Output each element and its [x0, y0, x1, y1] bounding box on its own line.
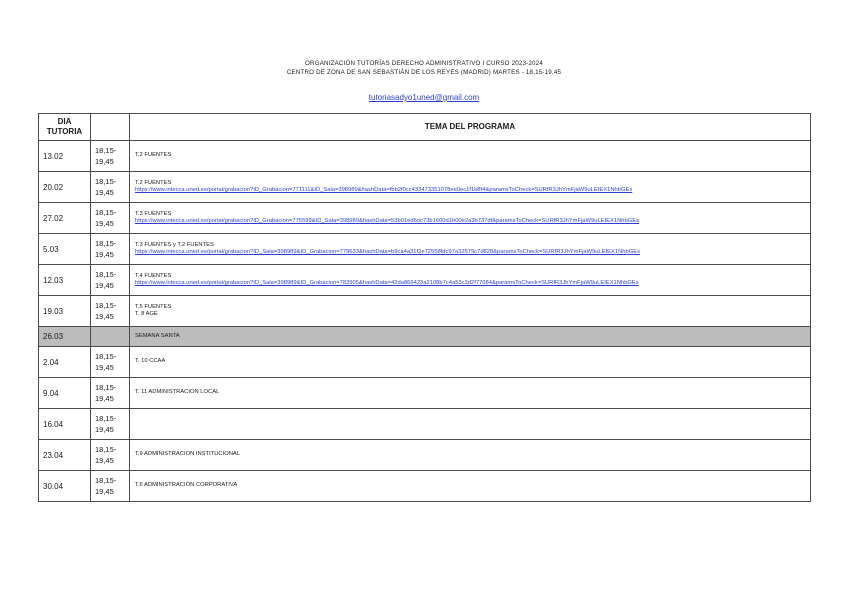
- row-day: 9.04: [39, 378, 91, 409]
- document-subtitle: CENTRO DE ZONA DE SAN SEBASTIÁN DE LOS REYES (MADRID) MARTES - 18,15-19,45: [286, 69, 562, 76]
- contact-email-link[interactable]: tutoriasadyo1uned@gmail.com: [368, 93, 480, 102]
- header-day: DIA TUTORIA: [39, 114, 91, 141]
- row-day: 5.03: [39, 234, 91, 265]
- row-day: 19.03: [39, 296, 91, 327]
- row-topic: SEMANA SANTA: [130, 327, 811, 347]
- row-day: 27.02: [39, 203, 91, 234]
- table-row: [39, 378, 811, 409]
- row-time: 18,15- 19,45: [91, 234, 130, 265]
- table-row: [39, 471, 811, 502]
- row-time: 18,15- 19,45: [91, 265, 130, 296]
- row-time: 18,15- 19,45: [91, 172, 130, 203]
- row-topic: T.4 FUENTES https://www.intecca.uned.es/portal/grabacion?ID_Sala=398989&ID_Grabacion=783905&hashData=42da866423a2108b7c4a53c3d2f77684&paramsToCheck=SURfR3JhYmFjaW9uLEIEX1NhbGEs: [130, 265, 811, 296]
- header-topic: TEMA DEL PROGRAMA: [130, 114, 811, 141]
- table-row: [39, 296, 811, 327]
- recording-link[interactable]: https://www.intecca.uned.es/portal/grabacion?ID_Sala=398989&ID_Grabacion=783905&hashData=42da866423a2108b7c4a53c3d2f77684&paramsToCheck=SURfR3JhYmFjaW9uLEIEX1NhbGEs: [135, 280, 639, 286]
- row-topic: T.9 ADMINISTRACION INSTITUCIONAL: [130, 440, 811, 471]
- row-time: 18,15- 19,45: [91, 378, 130, 409]
- row-day: 26.03: [39, 327, 91, 347]
- row-topic: T.2 FUENTES: [130, 141, 811, 172]
- row-topic: T.5 FUENTES T. 8 AGE: [130, 296, 811, 327]
- table-header-row: [39, 114, 811, 141]
- recording-link[interactable]: https://www.intecca.uned.es/portal/grabacion?ID_Sala=398989&ID_Grabacion=779633&hashData=b9ca4a31f2e72558fdc97a32579c7d828&paramsToCheck=SURfR3JhYmFjaW9uLEIEX1NhbGEs: [135, 249, 640, 255]
- table-row: [39, 141, 811, 172]
- row-day: 12.03: [39, 265, 91, 296]
- table-row: [39, 172, 811, 203]
- row-day: 13.02: [39, 141, 91, 172]
- row-time: 18,15- 19,45: [91, 471, 130, 502]
- table-row: [39, 347, 811, 378]
- row-topic: T.6 ADMINISTRACIÓN CORPORATIVA: [130, 471, 811, 502]
- row-topic: [130, 409, 811, 440]
- schedule-table: [38, 113, 811, 502]
- document-title: ORGANIZACIÓN TUTORÍAS DERECHO ADMINISTRATIVO I CURSO 2023-2024: [305, 60, 543, 67]
- table-row: [39, 203, 811, 234]
- row-topic: T. 11 ADMINISTRACION LOCAL: [130, 378, 811, 409]
- row-time: 18,15- 19,45: [91, 440, 130, 471]
- row-day: 23.04: [39, 440, 91, 471]
- row-topic: T.3 FUENTES https://www.intecca.uned.es/portal/grabacion?ID_Grabacion=775599&ID_Sala=398989&hashData=53b01ed6oc73b1600d1b00e2a3b737df&paramsToCheck=SURfR3JhYmFjaW9uLEIEX1NhbGEs: [130, 203, 811, 234]
- row-time: 18,15- 19,45: [91, 141, 130, 172]
- table-row: [39, 234, 811, 265]
- row-topic: T. 10 CCAA: [130, 347, 811, 378]
- row-day: 20.02: [39, 172, 91, 203]
- recording-link[interactable]: https://www.intecca.uned.es/portal/grabacion?ID_Grabacion=775599&ID_Sala=398989&hashData=53b01ed6oc73b1600d1b00e2a3b737df&paramsToCheck=SURfR3JhYmFjaW9uLEIEX1NhbGEs: [135, 218, 640, 224]
- row-time: 18,15- 19,45: [91, 409, 130, 440]
- row-time: [91, 327, 130, 347]
- row-day: 2.04: [39, 347, 91, 378]
- header-time: [91, 114, 130, 141]
- row-day: 30.04: [39, 471, 91, 502]
- row-topic: T.2 FUENTES https://www.intecca.uned.es/portal/grabacion?ID_Grabacion=771111&ID_Sala=398989&hashData=fbb2f0cc433473351078ee0ec1f1b8f4&paramsToCheck=SURfR3JhYmFjaW9uLEIEX1NhbGEs: [130, 172, 811, 203]
- table-row: [39, 265, 811, 296]
- table-row: [39, 440, 811, 471]
- row-topic: T.3 FUENTES y T.2 FUENTES https://www.intecca.uned.es/portal/grabacion?ID_Sala=398989&ID_Grabacion=779633&hashData=b9ca4a31f2e72558fdc97a32579c7d828&paramsToCheck=SURfR3JhYmFjaW9uLEIEX1NhbGEs: [130, 234, 811, 265]
- row-time: 18,15- 19,45: [91, 203, 130, 234]
- table-row: [39, 409, 811, 440]
- table-row-holiday: [39, 327, 811, 347]
- row-time: 18,15- 19,45: [91, 347, 130, 378]
- row-time: 18,15- 19,45: [91, 296, 130, 327]
- row-day: 16.04: [39, 409, 91, 440]
- recording-link[interactable]: https://www.intecca.uned.es/portal/grabacion?ID_Grabacion=771111&ID_Sala=398989&hashData=fbb2f0cc433473351078ee0ec1f1b8f4&paramsToCheck=SURfR3JhYmFjaW9uLEIEX1NhbGEs: [135, 187, 633, 193]
